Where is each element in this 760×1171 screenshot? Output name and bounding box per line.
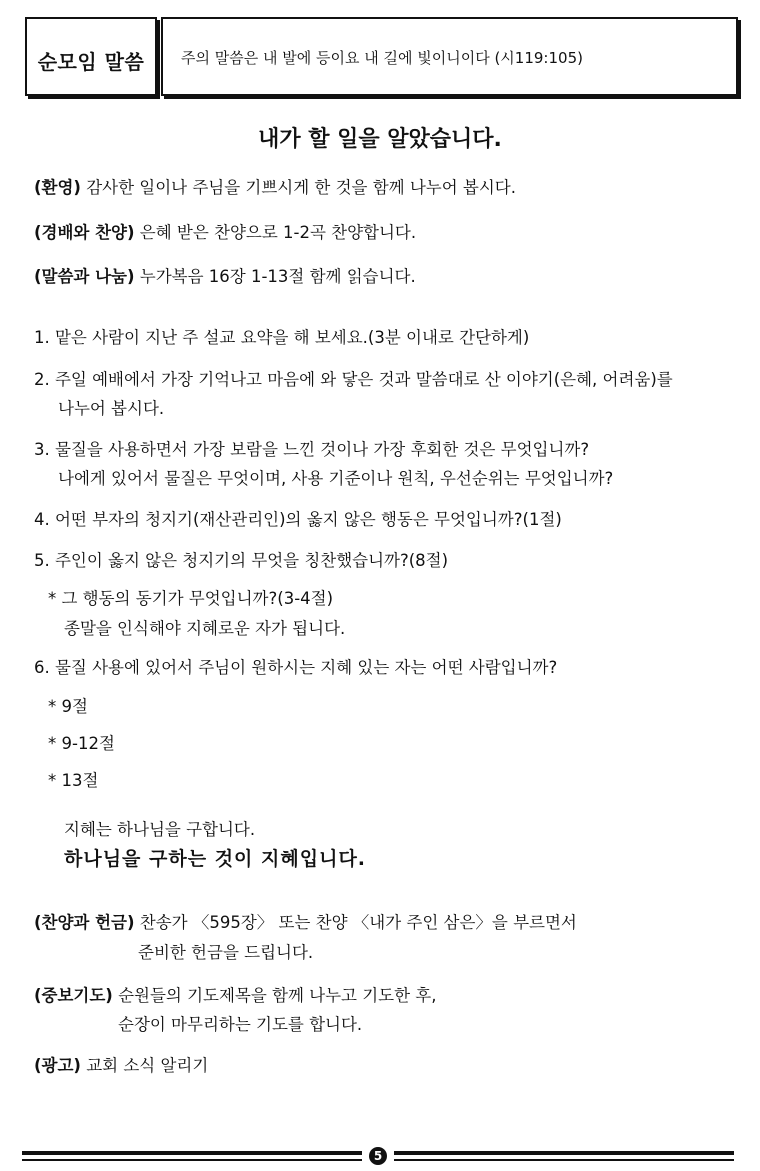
footer-rule-left (22, 1151, 362, 1155)
offering-label: (찬양과 헌금) (34, 913, 135, 932)
page-number: 5 (369, 1147, 387, 1165)
conclusion-line-2: 하나님을 구하는 것이 지혜입니다. (64, 848, 367, 870)
prayer-label: (중보기도) (34, 986, 113, 1005)
prayer-line (34, 985, 436, 1007)
question-5-sub: * 그 행동의 동기가 무엇입니까?(3-4절) (48, 589, 334, 608)
worship-label: (경배와 찬양) (34, 223, 135, 242)
question-6-sub-3: * 13절 (48, 771, 99, 790)
question-6: 6. 물질 사용에 있어서 주님이 원하시는 지혜 있는 자는 어떤 사람입니까? (34, 658, 558, 677)
question-2-cont: 나누어 봅시다. (58, 399, 165, 418)
notice-line (34, 1055, 208, 1077)
offering-text: 찬송가 〈595장〉 또는 찬양 〈내가 주인 삼은〉을 부르면서 (134, 913, 577, 932)
worship-line (34, 222, 416, 244)
question-5-note: 종말을 인식해야 지혜로운 자가 됩니다. (64, 619, 346, 638)
notice-label: (광고) (34, 1056, 81, 1075)
question-6-sub-2: * 9-12절 (48, 734, 115, 753)
welcome-line (34, 177, 516, 199)
header-verse: 주의 말씀은 내 발에 등이요 내 길에 빛이니이다 (시119:105) (181, 49, 583, 67)
question-3: 3. 물질을 사용하면서 가장 보람을 느낀 것이나 가장 후회한 것은 무엇입니까? (34, 440, 590, 459)
welcome-text: 감사한 일이나 주님을 기쁘시게 한 것을 함께 나누어 봅시다. (80, 178, 516, 197)
question-2: 2. 주일 예배에서 가장 기억나고 마음에 와 닿은 것과 말씀대로 산 이야기(은혜, 어려움)를 (34, 370, 673, 389)
offering-cont: 준비한 헌금을 드립니다. (138, 943, 314, 962)
header-label-box (25, 17, 157, 96)
prayer-text: 순원들의 기도제목을 함께 나누고 기도한 후, (112, 986, 437, 1005)
word-line (34, 266, 416, 288)
header-label: 순모임 말씀 (37, 50, 145, 74)
footer-rule-left-thin (22, 1159, 362, 1161)
page-title: 내가 할 일을 알았습니다. (258, 127, 502, 152)
question-1: 1. 맡은 사람이 지난 주 설교 요약을 해 보세요.(3분 이내로 간단하게) (34, 328, 530, 347)
worship-text: 은혜 받은 찬양으로 1-2곡 찬양합니다. (134, 223, 417, 242)
prayer-cont: 순장이 마무리하는 기도를 합니다. (118, 1015, 363, 1034)
question-6-sub-1: * 9절 (48, 697, 88, 716)
footer-rule-right-thin (394, 1159, 734, 1161)
header-verse-box (161, 17, 738, 96)
notice-text: 교회 소식 알리기 (80, 1056, 209, 1075)
word-text: 누가복음 16장 1-13절 함께 읽습니다. (134, 267, 416, 286)
conclusion-line-1: 지혜는 하나님을 구합니다. (64, 820, 256, 839)
question-5: 5. 주인이 옳지 않은 청지기의 무엇을 칭찬했습니까?(8절) (34, 551, 449, 570)
welcome-label: (환영) (34, 178, 81, 197)
word-label: (말씀과 나눔) (34, 267, 135, 286)
question-3-cont: 나에게 있어서 물질은 무엇이며, 사용 기준이나 원칙, 우선순위는 무엇입니까? (58, 469, 614, 488)
offering-line (34, 912, 577, 934)
footer-rule-right (394, 1151, 734, 1155)
question-4: 4. 어떤 부자의 청지기(재산관리인)의 옳지 않은 행동은 무엇입니까?(1절) (34, 510, 562, 529)
